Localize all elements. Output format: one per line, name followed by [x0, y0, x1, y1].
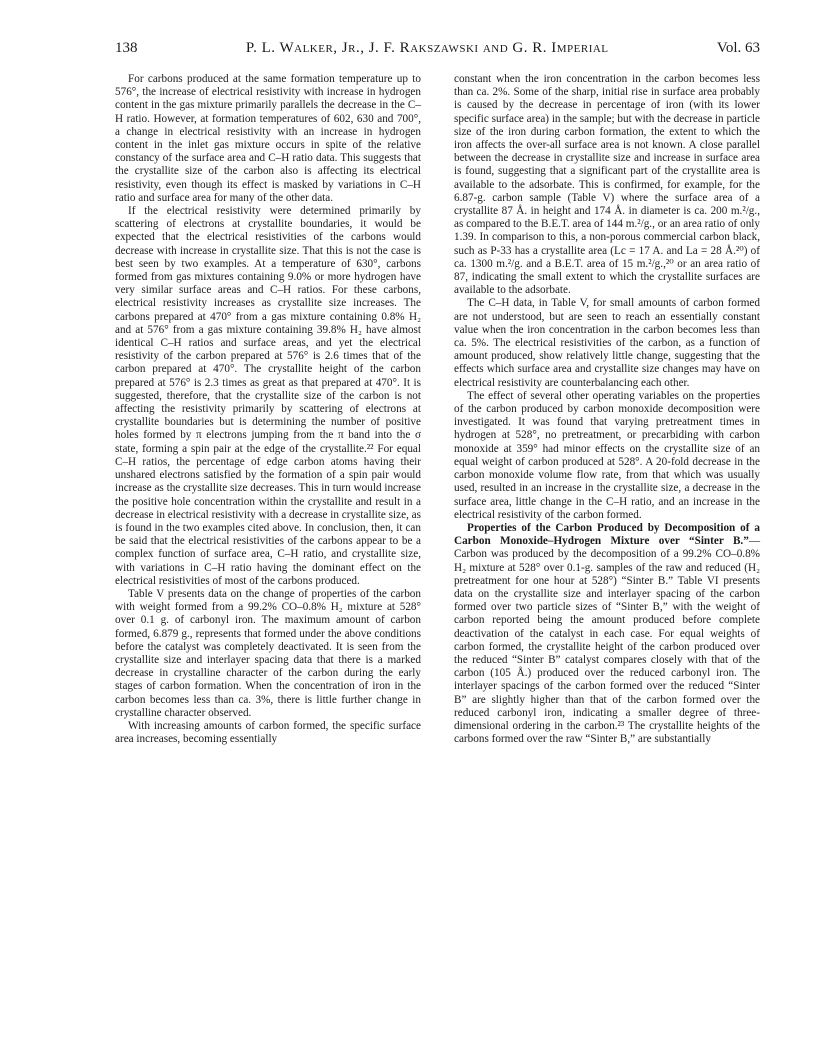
author-line: P. L. Walker, Jr., J. F. Rakszawski and G. R. Imperial: [245, 40, 609, 56]
two-column-body: [115, 73, 760, 746]
section-paragraph: [454, 522, 760, 746]
right-column: [454, 73, 760, 746]
paragraph: The effect of several other operating variables on the properties of the carbon produced by carbon monoxide decomposition were investigated. It was found that varying pretreatment times in hydrogen at 528°, no pretreatment, or precarbiding with carbon monoxide at 359° had minor effects on the crystallite size of an equal weight of carbon produced at 528°. A 20-fold decrease in the carbon monoxide volume flow rate, from that which was usually used, resulted in an increase in the crystallite size, a decrease in the surface area, little change in the C–H ratio, and an increase in the electrical resistivity of the carbon formed.: [454, 389, 760, 521]
paragraph: If the electrical resistivity were determined primarily by scattering of electrons at crystallite boundaries, it would be expected that the electrical resistivities of the carbons would decrease with increase in crystallite size. That this is not the case is best seen by two examples. At a temperature of 630°, carbons formed from gas mixtures containing 9.0% or more hydrogen have very similar surface areas and C–H ratios. For these carbons, electrical resistivity increases as crystallite size increases. The carbons prepared at 470° from a gas mixture containing 0.8% H₂ and at 576° from a gas mixture containing 39.8% H₂ have almost identical C–H ratios and surface areas, and yet the electrical resistivity of the carbon prepared at 576° is 2.6 times that of the carbon prepared at 470°. The crystallite height of the carbon prepared at 576° is 2.3 times as great as that prepared at 470°. It is suggested, therefore, that the crystallite size of the carbon is not affecting the resistivity primarily by scattering of electrons at crystallite boundaries but is determining the number of positive holes formed by π electrons jumping from the π band into the σ state, forming a spin pair at the edge of the crystallite.²² For equal C–H ratios, the percentage of edge carbon atoms having their unshared electrons satisfied by the formation of a spin pair would increase as the crystallite size decreases. This in turn would increase the positive hole concentration within the crystallite and result in a decrease in electrical resistivity with a decrease in crystallite size, as is found in the two examples cited above. In conclusion, then, it can be said that the electrical resistivities of the carbons appear to be a complex function of surface area, C–H ratio, and crystallite size, with variations in C–H ratio having the dominant effect on the electrical resistivities of most of the carbons produced.: [115, 205, 421, 587]
paragraph: The C–H data, in Table V, for small amounts of carbon formed are not understood, but are seen to reach an essentially constant value when the iron concentration in the carbon becomes less than ca. 5%. The electrical resistivities of the carbon, as a function of amount produced, show relatively little change, suggesting that the effects which surface area and crystallite size changes may have on electrical resistivity are counterbalancing each other.: [454, 297, 760, 389]
left-column: [115, 73, 421, 746]
paragraph: With increasing amounts of carbon formed, the specific surface area increases, becoming essentially: [115, 719, 421, 746]
volume-label: Vol. 63: [716, 40, 760, 56]
section-text: —Carbon was produced by the decomposition of a 99.2% CO–0.8% H₂ mixture at 528° over 0.1-g. samples of the raw and reduced (H₂ pretreatment for one hour at 528°) “Sinter B.” Table VI presents data on the crystallite size and interlayer spacing of the carbon formed over two particle sizes of “Sinter B,” with the weight of carbon reported being the amount produced before complete deactivation of the catalyst in each case. For equal weights of carbon formed, the crystallite height of the carbon produced over the reduced “Sinter B” catalyst compares closely with that of the carbon (105 Å.) produced over the reduced carbonyl iron. The interlayer spacings of the carbon formed over the reduced “Sinter B” are slightly higher than that of the carbon formed over the reduced carbonyl iron, indicating a smaller degree of three-dimensional ordering in the carbon.²³ The crystallite heights of the carbons formed over the raw “Sinter B,” are substantially: [454, 535, 760, 746]
paragraph: For carbons produced at the same formation temperature up to 576°, the increase of electrical resistivity with increase in hydrogen content in the gas mixture primarily parallels the decrease in the C–H ratio. However, at formation temperatures of 602, 630 and 700°, a change in electrical resistivity with an increase in hydrogen content in the inlet gas mixture occurs in spite of the relative constancy of the surface area and C–H ratio data. This suggests that the crystallite size of the carbon also is affecting its electrical resistivity, even though its effect is masked by variations in C–H ratio and surface area for many of the other data.: [115, 73, 421, 204]
page-number: 138: [115, 40, 138, 56]
section-heading: Properties of the Carbon Produced by Decomposition of a Carbon Monoxide–Hydrogen Mixture over “Sinter B.”: [454, 521, 760, 548]
running-head: [115, 40, 760, 57]
paragraph: Table V presents data on the change of properties of the carbon with weight formed from a 99.2% CO–0.8% H₂ mixture at 528° over 0.1 g. of carbonyl iron. The maximum amount of carbon formed, 6.879 g., represents that formed under the above conditions before the catalyst was completely deactivated. It is seen from the crystallite size and interlayer spacing data that there is a marked decrease in crystalline character of the carbon during the early stages of carbon formation. When the concentration of iron in the carbon becomes less than ca. 3%, there is little further change in crystalline character observed.: [115, 587, 421, 719]
paragraph-continued: constant when the iron concentration in the carbon becomes less than ca. 2%. Some of the sharp, initial rise in surface area probably is caused by the decrease in percentage of iron (with its lower specific surface area) in the sample; but with the decrease in particle size of the iron during carbon formation, the extent to which the iron affects the over-all surface area is not known. A close parallel between the decrease in crystallite size and increase in surface area is found, suggesting that a significant part of the crystallite area is available to the adsorbate. This is confirmed, for example, for the 6.87-g. carbon sample (Table V) where the surface area of a crystallite 87 Å. in height and 174 Å. in diameter is ca. 200 m.²/g., as compared to the B.E.T. area of 144 m.²/g., or an area ratio of only 1.39. In comparison to this, a non-porous commercial carbon black, such as P-33 has a crystallite area (Lc = 17 A. and La = 28 Å.²⁰) of ca. 1300 m.²/g. and a B.E.T. area of 15 m.²/g.,²⁰ or an area ratio of 87, indicating the small extent to which the crystallite surfaces are available to the adsorbate.: [454, 73, 760, 297]
